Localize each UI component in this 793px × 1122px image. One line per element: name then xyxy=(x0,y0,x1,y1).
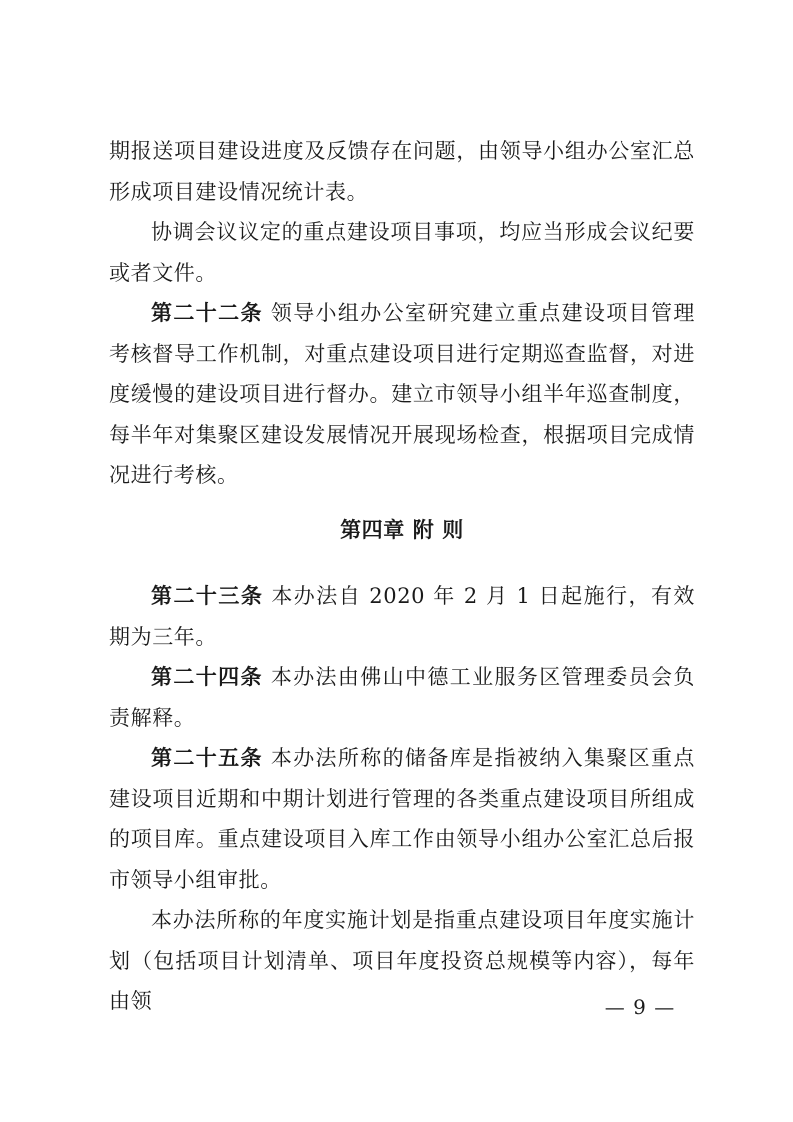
paragraph-text: 期报送项目建设进度及反馈存在问题，由领导小组办公室汇总形成项目建设情况统计表。 xyxy=(109,139,695,204)
article-text: 本办法自 2020 年 2 月 1 日起施行，有效期为三年。 xyxy=(109,584,696,649)
page-number: — 9 — xyxy=(604,995,676,1019)
article-24 xyxy=(109,657,695,738)
article-text: 本办法由佛山中德工业服务区管理委员会负责解释。 xyxy=(109,665,695,730)
article-text: 领导小组办公室研究建立重点建设项目管理考核督导工作机制，对重点建设项目进行定期巡查监督，对进度缓慢的建设项目进行督办。建立市领导小组半年巡查制度，每半年对集聚区建设发展情况开展现场检查，根据项目完成情况进行考核。 xyxy=(109,301,695,487)
paragraph-text: 协调会议议定的重点建设项目事项，均应当形成会议纪要或者文件。 xyxy=(109,220,695,285)
article-22 xyxy=(109,293,695,496)
article-text: 本办法所称的储备库是指被纳入集聚区重点建设项目近期和中期计划进行管理的各类重点建设项目所组成的项目库。重点建设项目入库工作由领导小组办公室汇总后报市领导小组审批。 xyxy=(109,746,695,892)
chapter-title: 第四章 附 则 xyxy=(340,517,464,542)
article-number: 第二十二条 xyxy=(151,301,263,325)
document-body xyxy=(109,131,695,1022)
article-23 xyxy=(109,576,695,657)
paragraph-text: 本办法所称的年度实施计划是指重点建设项目年度实施计划（包括项目计划清单、项目年度投资总规模等内容），每年由领 xyxy=(109,908,695,1013)
article-number: 第二十五条 xyxy=(151,746,263,770)
article-number: 第二十四条 xyxy=(151,665,263,689)
paragraph-meeting-minutes xyxy=(109,212,695,293)
article-25 xyxy=(109,738,695,900)
paragraph-continued xyxy=(109,131,695,212)
article-number: 第二十三条 xyxy=(151,584,264,608)
